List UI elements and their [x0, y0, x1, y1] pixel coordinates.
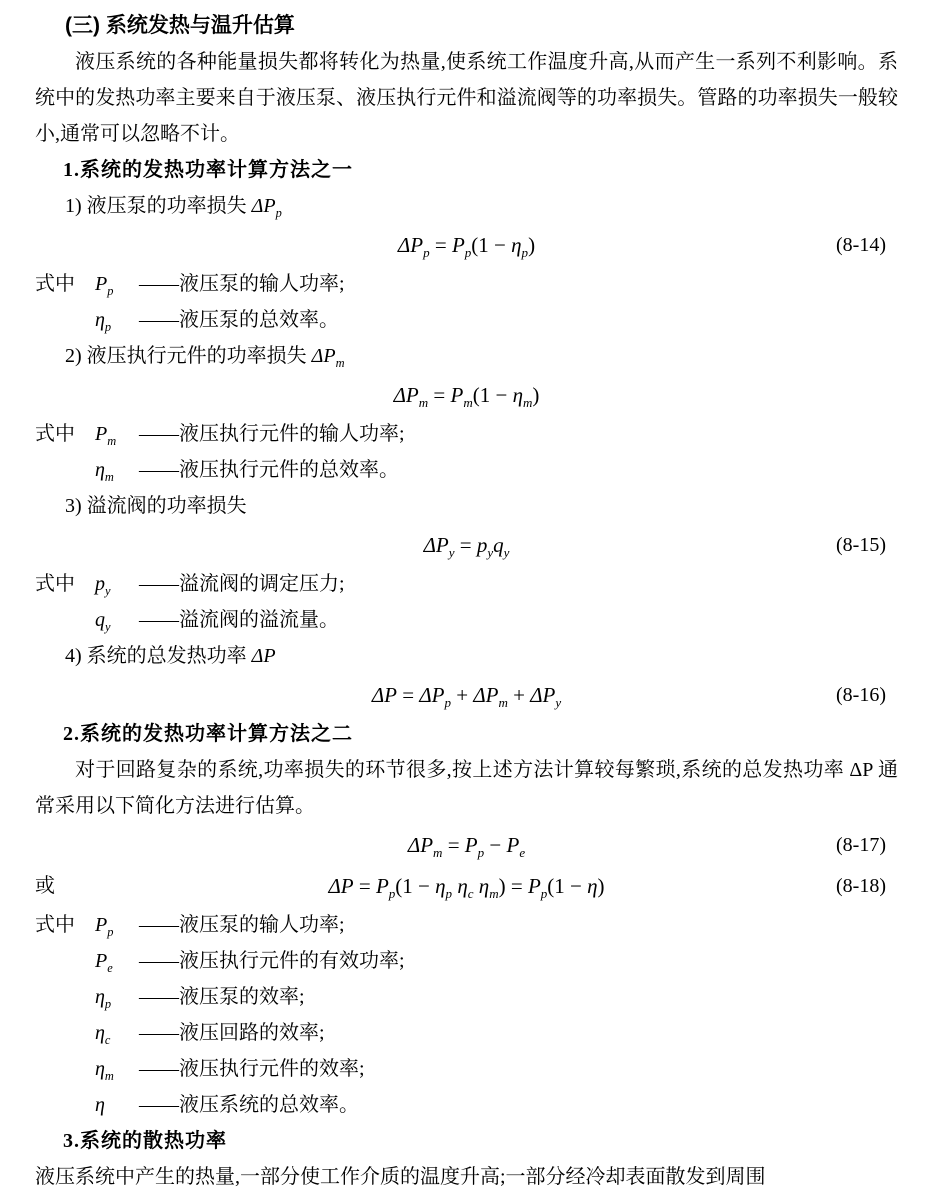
equation-8-15 [35, 525, 898, 565]
defs4-desc-6: ——液压系统的总效率。 [139, 1094, 359, 1116]
equation-8-17-formula: $\Delta P_m = P_p - P_e$ [407, 833, 526, 861]
final-paragraph: 液压系统中产生的热量,一部分使工作介质的温度升高;一部分经冷却表面散发到周围 [35, 1166, 766, 1188]
subitem-4-text: 4) 系统的总发热功率 [65, 645, 252, 667]
defs4-desc-3: ——液压泵的效率; [139, 986, 305, 1008]
defs4-sym-1: $P_p$ [95, 914, 114, 939]
shizhong-label: 式中 [35, 423, 75, 445]
equation-dPm-formula: $\Delta P_m = P_m(1 - \eta_m)$ [393, 383, 540, 411]
equation-8-18 [35, 866, 898, 906]
equation-8-14-formula: $\Delta P_p = P_p(1 - \eta_p)$ [397, 233, 536, 261]
section-heading: (三) 系统发热与温升估算 [65, 14, 295, 37]
equation-8-16 [35, 675, 898, 715]
defs4-sym-4: $\eta_c$ [95, 1022, 111, 1047]
method2-paragraph: 对于回路复杂的系统,功率损失的环节很多,按上述方法计算较每繁琐,系统的总发热功率 ΔP 通常采用以下简化方法进行估算。 [35, 759, 898, 817]
defs3-desc-1: ——溢流阀的调定压力; [139, 573, 345, 595]
equation-dPm [35, 375, 898, 415]
defs1-row-1 [35, 266, 898, 302]
equation-8-15-number: (8-15) [836, 534, 886, 556]
shizhong-label: 式中 [35, 914, 75, 936]
defs4-row-4 [35, 1015, 898, 1051]
defs3-row-2 [35, 602, 898, 638]
defs4-desc-4: ——液压回路的效率; [139, 1022, 325, 1044]
defs1-row-2 [35, 302, 898, 338]
subitem-1 [35, 188, 898, 224]
equation-8-14 [35, 225, 898, 265]
subitem-4-math: ΔP [251, 645, 276, 667]
subitem-3: 3) 溢流阀的功率损失 [65, 495, 247, 517]
defs4-desc-5: ——液压执行元件的效率; [139, 1058, 365, 1080]
defs3-row-1 [35, 566, 898, 602]
defs4-sym-2: $P_e$ [95, 950, 113, 975]
defs2-desc-1: ——液压执行元件的输人功率; [139, 423, 405, 445]
defs3-sym-1: $p_y$ [95, 573, 111, 598]
defs4-sym-3: $\eta_p$ [95, 986, 112, 1011]
defs3-desc-2: ——溢流阀的溢流量。 [139, 609, 339, 631]
intro-paragraph: 液压系统的各种能量损失都将转化为热量,使系统工作温度升高,从而产生一系列不利影响。系统中的发热功率主要来自于液压泵、液压执行元件和溢流阀等的功率损失。管路的功率损失一般较小,通常可以忽略不计。 [35, 51, 898, 145]
defs4-sym-6: η [95, 1094, 105, 1116]
method1-heading: 1.系统的发热功率计算方法之一 [63, 159, 353, 181]
defs4-row-1 [35, 907, 898, 943]
defs1-sym-1: $P_p$ [95, 273, 114, 298]
equation-8-14-number: (8-14) [836, 234, 886, 256]
shizhong-label: 式中 [35, 573, 75, 595]
equation-8-18-number: (8-18) [836, 875, 886, 897]
defs4-row-6 [35, 1087, 898, 1123]
subitem-4 [35, 638, 898, 674]
defs4-row-3 [35, 979, 898, 1015]
defs2-row-1 [35, 416, 898, 452]
defs4-row-2 [35, 943, 898, 979]
defs2-row-2 [35, 452, 898, 488]
or-label: 或 [35, 875, 55, 897]
subitem-2-math: $\Delta P_m$ [311, 345, 345, 370]
defs1-sym-2: $\eta_p$ [95, 309, 112, 334]
equation-8-16-number: (8-16) [836, 684, 886, 706]
method2-heading: 2.系统的发热功率计算方法之二 [63, 723, 353, 745]
equation-8-17-number: (8-17) [836, 834, 886, 856]
defs4-sym-5: $\eta_m$ [95, 1058, 114, 1083]
defs1-desc-2: ——液压泵的总效率。 [139, 309, 339, 331]
defs1-desc-1: ——液压泵的输人功率; [139, 273, 345, 295]
shizhong-label: 式中 [35, 273, 75, 295]
equation-8-18-formula: $\Delta P = P_p(1 - \eta_p$ $\eta_c$ $\eta_m) = P_p(1 - \eta)$ [328, 874, 605, 902]
subitem-2-text: 2) 液压执行元件的功率损失 [65, 345, 312, 367]
defs2-sym-2: $\eta_m$ [95, 459, 114, 484]
method3-heading: 3.系统的散热功率 [63, 1130, 227, 1152]
defs4-row-5 [35, 1051, 898, 1087]
defs3-sym-2: $q_y$ [95, 609, 111, 634]
equation-8-15-formula: $\Delta P_y = p_yq_y$ [423, 533, 510, 561]
defs2-desc-2: ——液压执行元件的总效率。 [139, 459, 399, 481]
equation-8-16-formula: $\Delta P = \Delta P_p + \Delta P_m + \Delta P_y$ [371, 683, 562, 711]
defs4-desc-2: ——液压执行元件的有效功率; [139, 950, 405, 972]
subitem-2 [35, 338, 898, 374]
subitem-1-text: 1) 液压泵的功率损失 [65, 195, 252, 217]
subitem-1-math: $\Delta P_p$ [251, 195, 282, 220]
defs4-desc-1: ——液压泵的输人功率; [139, 914, 345, 936]
equation-8-17 [35, 825, 898, 865]
defs2-sym-1: $P_m$ [95, 423, 117, 448]
